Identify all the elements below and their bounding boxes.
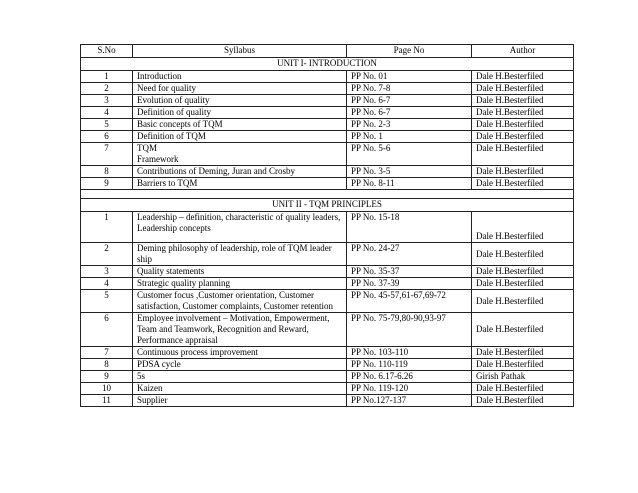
cell-syllabus: Strategic quality planning bbox=[133, 278, 347, 290]
cell-sno: 9 bbox=[81, 371, 133, 383]
cell-sno: 1 bbox=[81, 212, 133, 243]
cell-page: PP No. 7-8 bbox=[347, 83, 472, 95]
cell-page: PP No. 1 bbox=[347, 131, 472, 143]
cell-syllabus: Continuous process improvement bbox=[133, 347, 347, 359]
cell-syllabus: 5s bbox=[133, 371, 347, 383]
table-row bbox=[81, 395, 574, 407]
cell-syllabus: Kaizen bbox=[133, 383, 347, 395]
cell-author: Dale H.Besterfiled bbox=[472, 83, 574, 95]
cell-syllabus: Need for quality bbox=[133, 83, 347, 95]
header-sno: S.No bbox=[81, 45, 133, 58]
cell-author: Dale H.Besterfiled bbox=[472, 290, 574, 313]
unit1-title-row bbox=[81, 58, 574, 71]
cell-syllabus: Quality statements bbox=[133, 266, 347, 278]
cell-page: PP No. 119-120 bbox=[347, 383, 472, 395]
header-row bbox=[81, 45, 574, 58]
cell-sno: 6 bbox=[81, 131, 133, 143]
cell-author: Dale H.Besterfiled bbox=[472, 395, 574, 407]
cell-author: Dale H.Besterfiled bbox=[472, 71, 574, 83]
table-row bbox=[81, 83, 574, 95]
cell-syllabus: Definition of TQM bbox=[133, 131, 347, 143]
cell-page: PP No. 6-7 bbox=[347, 107, 472, 119]
cell-sno: 3 bbox=[81, 95, 133, 107]
cell-syllabus: Introduction bbox=[133, 71, 347, 83]
table-row bbox=[81, 313, 574, 347]
cell-sno: 4 bbox=[81, 278, 133, 290]
table-row bbox=[81, 178, 574, 190]
cell-page: PP No. 37-39 bbox=[347, 278, 472, 290]
cell-page: PP No. 15-18 bbox=[347, 212, 472, 243]
cell-syllabus: PDSA cycle bbox=[133, 359, 347, 371]
cell-sno: 5 bbox=[81, 290, 133, 313]
cell-author: Dale H.Besterfiled bbox=[472, 243, 574, 266]
cell-page: PP No. 6.17-6.26 bbox=[347, 371, 472, 383]
cell-sno: 11 bbox=[81, 395, 133, 407]
table-row bbox=[81, 166, 574, 178]
cell-author: Girish Pathak bbox=[472, 371, 574, 383]
table-row bbox=[81, 290, 574, 313]
cell-page: PP No. 2-3 bbox=[347, 119, 472, 131]
cell-page: PP No. 110-119 bbox=[347, 359, 472, 371]
section-spacer bbox=[81, 190, 574, 199]
cell-sno: 9 bbox=[81, 178, 133, 190]
cell-page: PP No. 3-5 bbox=[347, 166, 472, 178]
table-row bbox=[81, 243, 574, 266]
cell-page: PP No. 75-79,80-90,93-97 bbox=[347, 313, 472, 347]
cell-author: Dale H.Besterfiled bbox=[472, 131, 574, 143]
table-row bbox=[81, 371, 574, 383]
header-author: Author bbox=[472, 45, 574, 58]
cell-sno: 10 bbox=[81, 383, 133, 395]
header-syllabus: Syllabus bbox=[133, 45, 347, 58]
unit1-title: UNIT I- INTRODUCTION bbox=[81, 58, 574, 71]
cell-page: PP No. 8-11 bbox=[347, 178, 472, 190]
cell-sno: 1 bbox=[81, 71, 133, 83]
cell-author: Dale H.Besterfiled bbox=[472, 178, 574, 190]
cell-sno: 7 bbox=[81, 143, 133, 166]
cell-author: Dale H.Besterfiled bbox=[472, 383, 574, 395]
cell-syllabus: Supplier bbox=[133, 395, 347, 407]
cell-author: Dale H.Besterfiled bbox=[472, 266, 574, 278]
cell-sno: 7 bbox=[81, 347, 133, 359]
cell-author: Dale H.Besterfiled bbox=[472, 107, 574, 119]
cell-author: Dale H.Besterfiled bbox=[472, 278, 574, 290]
cell-author: Dale H.Besterfiled bbox=[472, 166, 574, 178]
cell-syllabus: Deming philosophy of leadership, role of TQM leader ship bbox=[133, 243, 347, 266]
cell-page: PP No. 35-37 bbox=[347, 266, 472, 278]
cell-author: Dale H.Besterfiled bbox=[472, 143, 574, 166]
cell-page: PP No. 01 bbox=[347, 71, 472, 83]
cell-syllabus: Evolution of quality bbox=[133, 95, 347, 107]
cell-page: PP No. 24-27 bbox=[347, 243, 472, 266]
cell-sno: 5 bbox=[81, 119, 133, 131]
cell-syllabus-text: TQM Framework bbox=[137, 143, 179, 164]
table-row bbox=[81, 359, 574, 371]
cell-page: PP No. 103-110 bbox=[347, 347, 472, 359]
cell-sno: 2 bbox=[81, 243, 133, 266]
cell-sno: 3 bbox=[81, 266, 133, 278]
cell-page: PP No. 5-6 bbox=[347, 143, 472, 166]
table-row bbox=[81, 71, 574, 83]
table-row bbox=[81, 95, 574, 107]
cell-page: PP No. 6-7 bbox=[347, 95, 472, 107]
table-row bbox=[81, 266, 574, 278]
cell-page: PP No.127-137 bbox=[347, 395, 472, 407]
cell-sno: 8 bbox=[81, 359, 133, 371]
unit2-title-row bbox=[81, 199, 574, 212]
cell-author: Dale H.Besterfiled bbox=[472, 119, 574, 131]
cell-syllabus bbox=[133, 143, 347, 166]
cell-sno: 4 bbox=[81, 107, 133, 119]
cell-syllabus: Employee involvement – Motivation, Empowerment, Team and Teamwork, Recognition and Reward, Performance appraisal bbox=[133, 313, 347, 347]
cell-author: Dale H.Besterfiled bbox=[472, 95, 574, 107]
table-row bbox=[81, 278, 574, 290]
table-row bbox=[81, 119, 574, 131]
cell-syllabus: Basic concepts of TQM bbox=[133, 119, 347, 131]
cell-author: Dale H.Besterfiled bbox=[472, 359, 574, 371]
cell-page: PP No. 45-57,61-67,69-72 bbox=[347, 290, 472, 313]
spacer-cell bbox=[81, 190, 574, 199]
cell-author: Dale H.Besterfiled bbox=[472, 313, 574, 347]
cell-syllabus: Definition of quality bbox=[133, 107, 347, 119]
unit2-title: UNIT II - TQM PRINCIPLES bbox=[81, 199, 574, 212]
table-row bbox=[81, 107, 574, 119]
cell-syllabus: Customer focus ,Customer orientation, Customer satisfaction, Customer complaints, Customer retention bbox=[133, 290, 347, 313]
cell-syllabus: Contributions of Deming, Juran and Crosby bbox=[133, 166, 347, 178]
header-page: Page No bbox=[347, 45, 472, 58]
cell-author: Dale H.Besterfiled bbox=[472, 347, 574, 359]
cell-author: Dale H.Besterfiled bbox=[472, 212, 574, 243]
cell-sno: 6 bbox=[81, 313, 133, 347]
table-row bbox=[81, 143, 574, 166]
table-row bbox=[81, 383, 574, 395]
cell-syllabus: Barriers to TQM bbox=[133, 178, 347, 190]
table-row bbox=[81, 212, 574, 243]
cell-sno: 8 bbox=[81, 166, 133, 178]
cell-sno: 2 bbox=[81, 83, 133, 95]
table-row bbox=[81, 347, 574, 359]
table-row bbox=[81, 131, 574, 143]
cell-syllabus: Leadership – definition, characteristic of quality leaders, Leadership concepts bbox=[133, 212, 347, 243]
syllabus-table bbox=[80, 44, 574, 407]
